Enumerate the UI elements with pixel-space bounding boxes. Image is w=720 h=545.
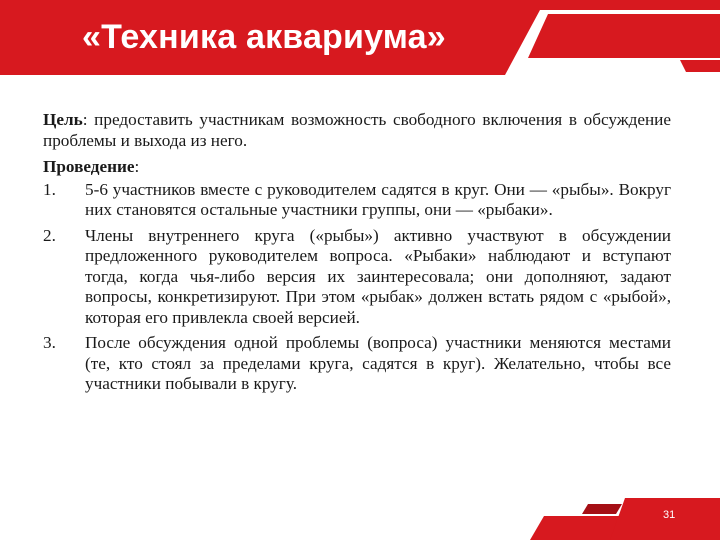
procedure-steps-list	[43, 180, 671, 395]
procedure-label: Проведение	[43, 157, 135, 176]
goal-label: Цель	[43, 110, 83, 129]
step-text: 5-6 участников вместе с руководителем садятся в круг. Они — «рыбы». Вокруг них становятся остальные участники группы, они — «рыбаки».	[85, 179, 671, 219]
step-number: 2.	[43, 225, 56, 245]
title-banner	[0, 0, 720, 90]
step-number: 3.	[43, 333, 56, 352]
list-item	[43, 333, 671, 395]
list-item	[43, 226, 671, 329]
footer-decoration	[530, 496, 720, 540]
step-number: 1.	[43, 179, 56, 199]
step-text: Члены внутреннего круга («рыбы») активно участвуют в обсуждении предложенного руководителем вопроса. «Рыбаки» наблюдают и вступают тогда, когда чья-либо версия их заинтересовала; они дополняют, задают вопросы, конкретизируют. При этом «рыбак» должен встать рядом с «рыбой», которая его привлекла своей версией.	[85, 225, 671, 327]
procedure-heading	[43, 157, 671, 178]
slide-body	[43, 110, 671, 400]
footer-stripes	[530, 496, 720, 540]
slide-title: «Техника аквариума»	[82, 18, 446, 56]
list-item	[43, 180, 671, 221]
goal-text: : предоставить участникам возможность свободного включения в обсуждение проблемы и выхода из него.	[43, 110, 671, 150]
page-number: 31	[663, 509, 676, 521]
goal-paragraph	[43, 110, 671, 151]
step-text: После обсуждения одной проблемы (вопроса) участники меняются местами (те, кто стоял за пределами круга, садятся в круг). Желательно, чтобы все участники побывали в кругу.	[85, 333, 671, 393]
procedure-suffix: :	[134, 157, 140, 176]
